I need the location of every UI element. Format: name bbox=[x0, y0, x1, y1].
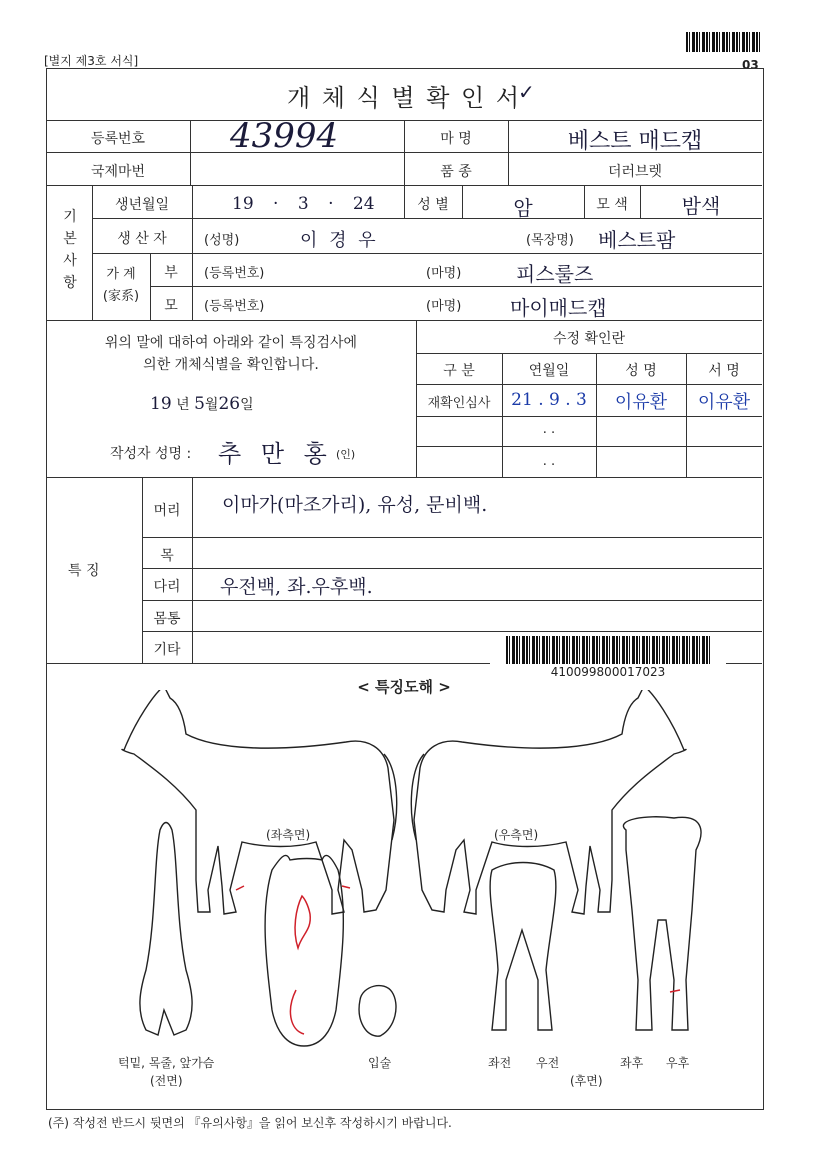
row2-date: . . bbox=[542, 422, 556, 437]
producer-name-label: (성명) bbox=[204, 233, 240, 248]
barcode-bars bbox=[506, 636, 712, 664]
head-value: 이마가(마조가리), 유성, 문비백. bbox=[222, 494, 488, 516]
birth-value: 19 · 3 · 24 bbox=[232, 194, 375, 214]
page-title: 개 체 식 별 확 인 서 bbox=[286, 84, 522, 112]
sire-name-label: (마명) bbox=[426, 266, 462, 281]
writer-value: 추 만 홍 bbox=[218, 440, 333, 468]
dam-label: 모 bbox=[164, 298, 178, 314]
horse-name-value: 베스트 매드캡 bbox=[567, 129, 703, 154]
col-type: 구 분 bbox=[443, 363, 475, 379]
horse-name-label: 마 명 bbox=[440, 131, 472, 147]
color-label: 모 색 bbox=[596, 197, 628, 213]
farm-label: (목장명) bbox=[526, 233, 574, 248]
col-name: 성 명 bbox=[625, 363, 657, 379]
row1-type: 재확인심사 bbox=[427, 396, 491, 411]
row1-sign: 이유환 bbox=[697, 392, 751, 413]
confirm-date: 19 년 5월26일 bbox=[150, 394, 254, 414]
breed-value: 더러브렛 bbox=[607, 164, 663, 180]
statement-line-1: 위의 말에 대하여 아래와 같이 특징검사에 bbox=[104, 335, 358, 351]
red-mark-blaze bbox=[295, 896, 310, 948]
producer-label: 생 산 자 bbox=[117, 231, 167, 247]
right-fore-label: 우전 bbox=[536, 1056, 560, 1070]
left-side-horse bbox=[122, 690, 394, 914]
head-front-horse bbox=[265, 855, 343, 1046]
front-caption: 턱밑, 목줄, 앞가슴 bbox=[118, 1056, 215, 1070]
form-label: [별지 제3호 서식] bbox=[44, 54, 139, 68]
head-label: 머리 bbox=[153, 503, 181, 519]
right-side-label: (우측면) bbox=[494, 828, 539, 842]
barcode-number: 410099800017023 bbox=[550, 665, 666, 679]
sire-value: 피스룰즈 bbox=[516, 262, 594, 286]
leg-value: 우전백, 좌.우후백. bbox=[220, 576, 373, 598]
lips-view bbox=[359, 986, 396, 1037]
leg-label: 다리 bbox=[153, 579, 181, 595]
right-side-horse bbox=[414, 690, 686, 914]
dam-name-label: (마명) bbox=[426, 299, 462, 314]
etc-label: 기타 bbox=[153, 642, 181, 658]
top-barcode bbox=[686, 32, 762, 52]
right-hind-label: 우후 bbox=[666, 1056, 690, 1070]
statement-line-2: 의한 개체식별을 확인합니다. bbox=[143, 357, 319, 373]
body-label: 몸통 bbox=[153, 611, 181, 627]
writer-label: 작성자 성명 : bbox=[110, 446, 192, 462]
neck-label: 목 bbox=[160, 548, 174, 564]
red-mark-leg-right bbox=[342, 886, 350, 888]
red-mark-hind bbox=[670, 990, 680, 992]
farm-value: 베스트팜 bbox=[598, 228, 676, 252]
col-sign: 서 명 bbox=[708, 363, 740, 379]
diagram-title: < 특징도해 > bbox=[357, 678, 451, 696]
reg-no-value: 43994 bbox=[230, 116, 339, 156]
lips-label: 입술 bbox=[368, 1056, 392, 1070]
footer-note: (주) 작성전 반드시 뒷면의 『유의사항』을 읽어 보신후 작성하시기 바랍니다. bbox=[48, 1116, 452, 1130]
color-value: 밤색 bbox=[681, 194, 721, 218]
sex-value: 암 bbox=[513, 196, 533, 220]
left-side-label: (좌측면) bbox=[266, 828, 311, 842]
front-legs-horse bbox=[490, 863, 556, 1031]
row1-name: 이유환 bbox=[614, 392, 668, 413]
sex-label: 성 별 bbox=[417, 197, 449, 213]
sire-regno-label: (등록번호) bbox=[204, 266, 265, 281]
barcode-sticker bbox=[490, 632, 726, 680]
front-chest-horse bbox=[140, 823, 192, 1036]
col-date: 연월일 bbox=[528, 363, 570, 379]
check-mark: ✓ bbox=[518, 80, 535, 104]
rear-view-horse bbox=[623, 817, 701, 1030]
pedigree-label: 가 계 (家系) bbox=[102, 267, 140, 304]
rear-view-label: (후면) bbox=[570, 1074, 603, 1088]
page-number: 03 bbox=[742, 58, 759, 72]
producer-name-value: 이 경 우 bbox=[300, 230, 376, 251]
left-fore-label: 좌전 bbox=[488, 1056, 512, 1070]
row3-date: . . bbox=[542, 454, 556, 469]
birth-label: 생년월일 bbox=[114, 197, 170, 213]
red-mark-leg-left bbox=[236, 886, 244, 890]
red-mark-nose bbox=[290, 990, 304, 1034]
revise-title: 수정 확인란 bbox=[552, 331, 626, 347]
features-label: 특 징 bbox=[68, 563, 100, 579]
intl-no-label: 국제마번 bbox=[90, 164, 146, 180]
horse-diagrams bbox=[46, 690, 762, 1050]
reg-no-label: 등록번호 bbox=[90, 131, 146, 147]
row1-date: 21 . 9 . 3 bbox=[511, 390, 587, 410]
dam-value: 마이매드캡 bbox=[510, 296, 607, 320]
front-view-label: (전면) bbox=[150, 1074, 183, 1088]
seal-label: (인) bbox=[336, 448, 356, 461]
basic-side-label: 기 본 사 항 bbox=[63, 209, 77, 291]
left-hind-label: 좌후 bbox=[620, 1056, 644, 1070]
breed-label: 품 종 bbox=[440, 164, 472, 180]
dam-regno-label: (등록번호) bbox=[204, 299, 265, 314]
sire-label: 부 bbox=[164, 265, 178, 281]
